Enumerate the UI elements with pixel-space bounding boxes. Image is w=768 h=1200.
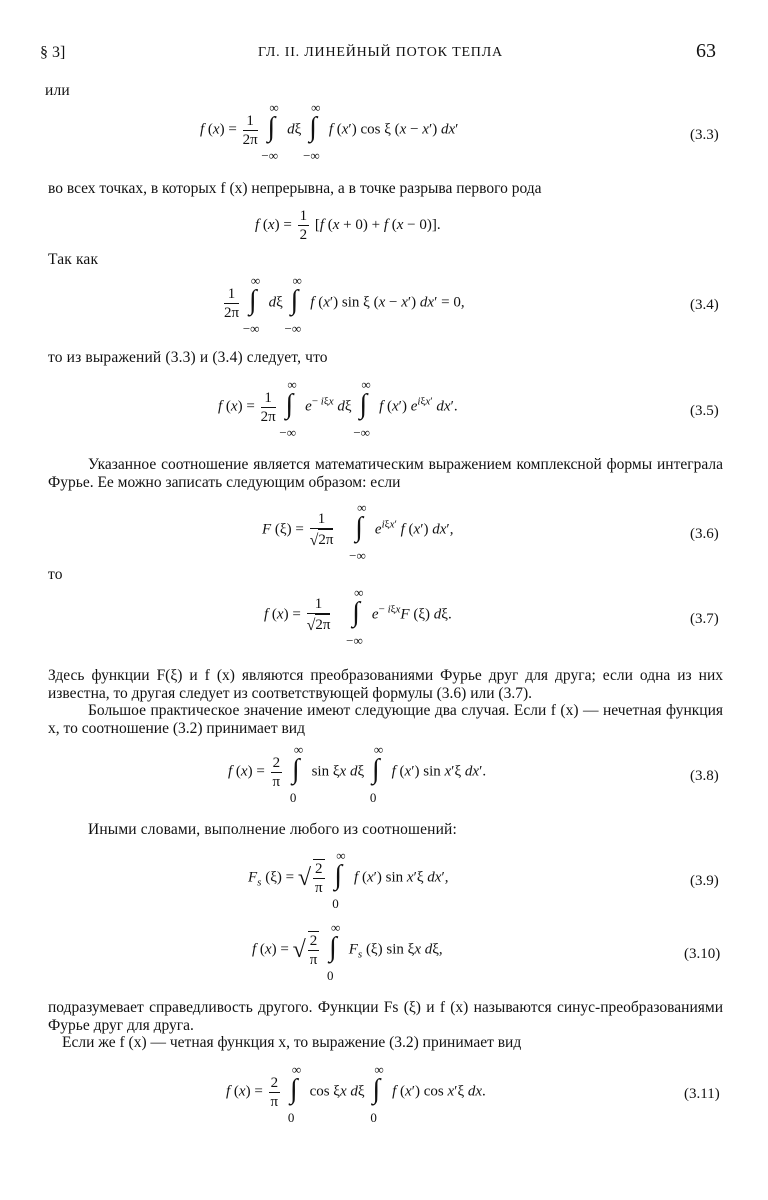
paragraph-continuity: во всех точках, в которых f (x) непрерывна, а в точке разрыва первого рода: [48, 180, 542, 197]
eq-number-3-3: (3.3): [690, 127, 719, 143]
text-to: то: [48, 566, 63, 583]
eq-number-3-8: (3.8): [690, 768, 719, 784]
text-in-other-words: Иными словами, выполнение любого из соотношений:: [88, 821, 457, 838]
equation-3-9: $F_s$ (ξ) = √ $\frac{2}{\pi}$ ∫ ∞ 0 f (x′) sin x′ξ dx′,: [248, 848, 449, 911]
page-number: 63: [696, 40, 716, 62]
running-head: ГЛ. II. ЛИНЕЙНЫЙ ПОТОК ТЕПЛА: [258, 45, 503, 60]
equation-3-11: f (x) = $\frac{2}{\pi}$ ∫ ∞ 0 cos ξx dξ ∫ ∞ 0 f (x′) cos x′ξ dx.: [226, 1062, 486, 1125]
equation-3-8: f (x) = $\frac{2}{\pi}$ ∫ ∞ 0 sin ξx dξ ∫ ∞ 0 f (x′) sin x′ξ dx′.: [228, 742, 487, 805]
eq-number-3-10: (3.10): [684, 946, 721, 962]
equation-3-6: F (ξ) = $\frac{1}{√2\pi}$ ∫ ∞ −∞ $e^{i\xi x'}$ f (x′) dx′,: [262, 500, 454, 563]
eq-number-3-5: (3.5): [690, 403, 719, 419]
paragraph-sine-transforms: подразумевает справедливость другого. Функции Fs (ξ) и f (x) называются синус-преобразованиями Фурье друг для друга.: [48, 999, 723, 1034]
text-from-expressions: то из выражений (3.3) и (3.4) следует, что: [48, 349, 328, 366]
equation-3-7: f (x) = $\frac{1}{√2\pi}$ ∫ ∞ −∞ $e^{- i\xi x}F$ (ξ) dξ.: [264, 585, 452, 648]
equation-3-3: f (x) = $\frac{1}{2\pi}$ ∫ ∞ −∞ dξ ∫ ∞ −∞ f (x′) cos ξ (x − x′) dx′: [200, 100, 459, 163]
eq-number-3-6: (3.6): [690, 526, 719, 542]
equation-3-5: f (x) = $\frac{1}{2\pi}$ ∫ ∞ −∞ $e^{- i\xi x}$ dξ ∫ ∞ −∞ f (x′) $e^{i\xi x'}$ dx′.: [218, 377, 458, 440]
eq-number-3-9: (3.9): [690, 873, 719, 889]
equation-3-10: f (x) = √ $\frac{2}{\pi}$ ∫ ∞ 0 $F_s$ (ξ) sin ξx dξ,: [252, 920, 443, 983]
paragraph-even-function: Если же f (x) — четная функция x, то выражение (3.2) принимает вид: [62, 1034, 522, 1051]
equation-discontinuity: f (x) = $\frac{1}{2}$ [f (x + 0) + f (x − 0)].: [255, 208, 441, 243]
text-tak-kak: Так как: [48, 251, 99, 268]
eq-number-3-4: (3.4): [690, 297, 719, 313]
section-ref: § 3]: [40, 44, 66, 61]
eq-number-3-11: (3.11): [684, 1086, 720, 1102]
equation-3-4: $\frac{1}{2\pi}$ ∫ ∞ −∞ dξ ∫ ∞ −∞ f (x′) sin ξ (x − x′) dx′ = 0,: [224, 273, 465, 336]
paragraph-odd-function: Большое практическое значение имеют следующие два случая. Если f (x) — нечетная функция x, то соотношение (3.2) принимает вид: [48, 702, 723, 737]
paragraph-transforms: Здесь функции F(ξ) и f (x) являются преобразованиями Фурье друг для друга; если одна из них известна, то другая следует из соответствующей формулы (3.6) или (3.7).: [48, 667, 723, 702]
paragraph-complex-form: Указанное соотношение является математическим выражением комплексной формы интеграла Фурье. Ее можно записать следующим образом: если: [48, 456, 723, 491]
eq-number-3-7: (3.7): [690, 611, 719, 627]
text-ili: или: [45, 82, 70, 99]
